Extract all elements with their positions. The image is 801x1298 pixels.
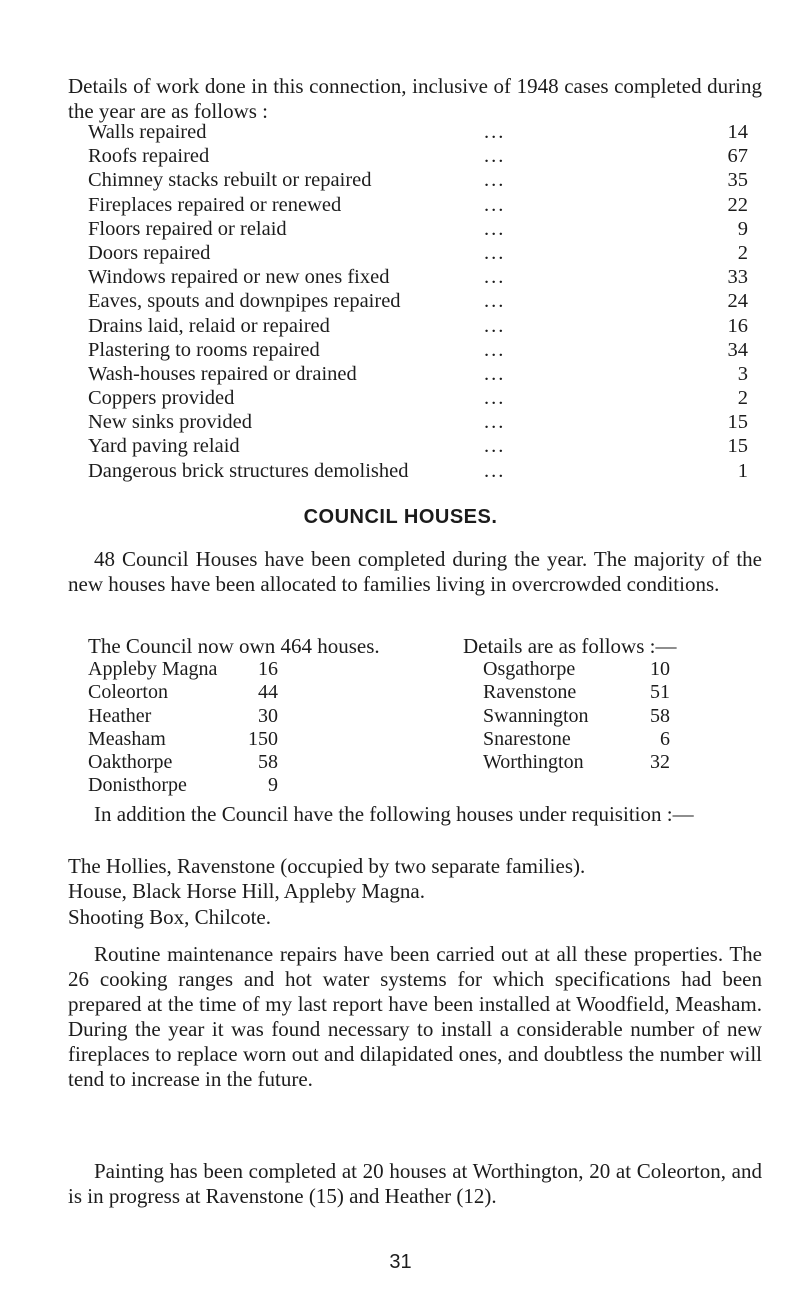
houses-row xyxy=(483,728,670,751)
repair-count: 2 xyxy=(737,387,748,410)
leader-dots: ... xyxy=(484,121,506,143)
intro-paragraph: Details of work done in this connection, inclusive of 1948 cases completed during the year are as follows : xyxy=(68,74,762,123)
repair-count: 35 xyxy=(727,169,748,192)
repair-count: 3 xyxy=(737,362,748,385)
repair-row xyxy=(88,265,748,289)
leader-dots: ... xyxy=(484,435,506,458)
houses-row xyxy=(88,774,278,797)
place-name: Coleorton xyxy=(88,681,168,704)
repair-row xyxy=(88,217,748,241)
repair-count: 34 xyxy=(727,338,748,361)
completed-paragraph: 48 Council Houses have been completed during the year. The majority of the new houses have been allocated to families living in overcrowded conditions. xyxy=(68,547,762,596)
houses-row xyxy=(483,705,670,728)
repair-item: Drains laid, relaid or repaired xyxy=(88,314,330,337)
leader-dots: ... xyxy=(484,241,506,264)
repair-row xyxy=(88,362,748,386)
requisitioned-house: Shooting Box, Chilcote. xyxy=(68,904,272,929)
houses-row xyxy=(88,728,278,751)
repair-item: Doors repaired xyxy=(88,241,211,264)
repair-row xyxy=(88,459,748,483)
repair-item: Plastering to rooms repaired xyxy=(88,338,320,361)
repair-count: 22 xyxy=(727,193,748,216)
repair-count: 9 xyxy=(737,217,748,240)
repair-count: 14 xyxy=(727,121,748,143)
place-name: Worthington xyxy=(483,751,584,774)
houses-row xyxy=(483,681,670,704)
houses-row xyxy=(483,751,670,774)
leader-dots: ... xyxy=(484,362,506,385)
repair-item: Windows repaired or new ones fixed xyxy=(88,266,390,289)
requisitioned-house: House, Black Horse Hill, Appleby Magna. xyxy=(68,879,425,904)
repair-item: New sinks provided xyxy=(88,411,252,434)
houses-table-right xyxy=(483,658,670,774)
repair-row xyxy=(88,193,748,217)
repair-count: 24 xyxy=(727,290,748,313)
leader-dots: ... xyxy=(484,314,506,337)
requisition-list xyxy=(68,854,585,930)
house-count: 10 xyxy=(650,658,670,680)
repair-row xyxy=(88,314,748,338)
house-count: 32 xyxy=(650,751,670,774)
house-count: 51 xyxy=(650,681,670,704)
place-name: Snarestone xyxy=(483,727,571,750)
leader-dots: ... xyxy=(484,169,506,192)
page-number: 31 xyxy=(389,1251,412,1273)
houses-row xyxy=(88,751,278,774)
repair-row xyxy=(88,241,748,265)
houses-table-left xyxy=(88,658,278,798)
maintenance-paragraph: Routine maintenance repairs have been carried out at all these properties. The 26 cooking ranges and hot water systems for which specifications had been prepared at the time of my last report have been installed at Woodfield, Measham. During the year it was found necessary to install a considerable number of new fireplaces to replace worn out and dilapidated ones, and doubtless the number will tend to increase in the future. xyxy=(68,942,762,1091)
repairs-list xyxy=(88,120,748,483)
place-name: Donisthorpe xyxy=(88,774,187,797)
houses-row xyxy=(88,658,278,681)
repair-count: 15 xyxy=(727,435,748,458)
repair-item: Yard paving relaid xyxy=(88,435,240,458)
repair-row xyxy=(88,434,748,458)
house-count: 58 xyxy=(258,751,278,774)
leader-dots: ... xyxy=(484,193,506,216)
repair-row xyxy=(88,410,748,434)
houses-row xyxy=(483,658,670,681)
repair-item: Chimney stacks rebuilt or repaired xyxy=(88,169,372,192)
requisitioned-house: The Hollies, Ravenstone (occupied by two separate families). xyxy=(68,854,586,878)
repair-row xyxy=(88,120,748,144)
house-count: 58 xyxy=(650,704,670,727)
repair-row xyxy=(88,386,748,410)
house-count: 16 xyxy=(258,658,278,680)
repair-count: 2 xyxy=(737,241,748,264)
painting-paragraph: Painting has been completed at 20 houses at Worthington, 20 at Coleorton, and is in progress at Ravenstone (15) and Heather (12). xyxy=(68,1159,762,1208)
place-name: Swannington xyxy=(483,704,589,727)
repair-count: 67 xyxy=(727,145,748,168)
house-count: 150 xyxy=(248,727,278,750)
repair-row xyxy=(88,338,748,362)
repair-item: Roofs repaired xyxy=(88,145,210,168)
repair-count: 15 xyxy=(727,411,748,434)
house-count: 44 xyxy=(258,681,278,704)
repair-item: Floors repaired or relaid xyxy=(88,217,287,240)
section-heading: COUNCIL HOUSES. xyxy=(303,506,498,528)
repair-count: 33 xyxy=(727,266,748,289)
repair-item: Walls repaired xyxy=(88,121,207,143)
place-name: Appleby Magna xyxy=(88,658,218,680)
house-count: 9 xyxy=(268,774,278,797)
houses-total-text: The Council now own 464 houses. xyxy=(88,634,380,658)
repair-item: Eaves, spouts and downpipes repaired xyxy=(88,290,401,313)
leader-dots: ... xyxy=(484,217,506,240)
leader-dots: ... xyxy=(484,411,506,434)
houses-row xyxy=(88,705,278,728)
place-name: Oakthorpe xyxy=(88,751,173,774)
houses-row xyxy=(88,681,278,704)
repair-row xyxy=(88,168,748,192)
place-name: Osgathorpe xyxy=(483,658,576,680)
repair-item: Fireplaces repaired or renewed xyxy=(88,193,342,216)
repair-item: Coppers provided xyxy=(88,387,235,410)
repair-item: Dangerous brick structures demolished xyxy=(88,459,409,482)
requisition-paragraph: In addition the Council have the following houses under requisition :— xyxy=(94,802,694,826)
place-name: Heather xyxy=(88,704,152,727)
leader-dots: ... xyxy=(484,459,506,482)
place-name: Measham xyxy=(88,727,166,750)
leader-dots: ... xyxy=(484,338,506,361)
house-count: 6 xyxy=(660,727,670,750)
leader-dots: ... xyxy=(484,266,506,289)
repair-row xyxy=(88,144,748,168)
house-count: 30 xyxy=(258,704,278,727)
repair-count: 16 xyxy=(727,314,748,337)
repair-item: Wash-houses repaired or drained xyxy=(88,362,357,385)
leader-dots: ... xyxy=(484,290,506,313)
leader-dots: ... xyxy=(484,387,506,410)
leader-dots: ... xyxy=(484,145,506,168)
details-follow-text: Details are as follows :— xyxy=(463,634,677,658)
repair-row xyxy=(88,289,748,313)
repair-count: 1 xyxy=(737,459,748,482)
place-name: Ravenstone xyxy=(483,681,577,704)
